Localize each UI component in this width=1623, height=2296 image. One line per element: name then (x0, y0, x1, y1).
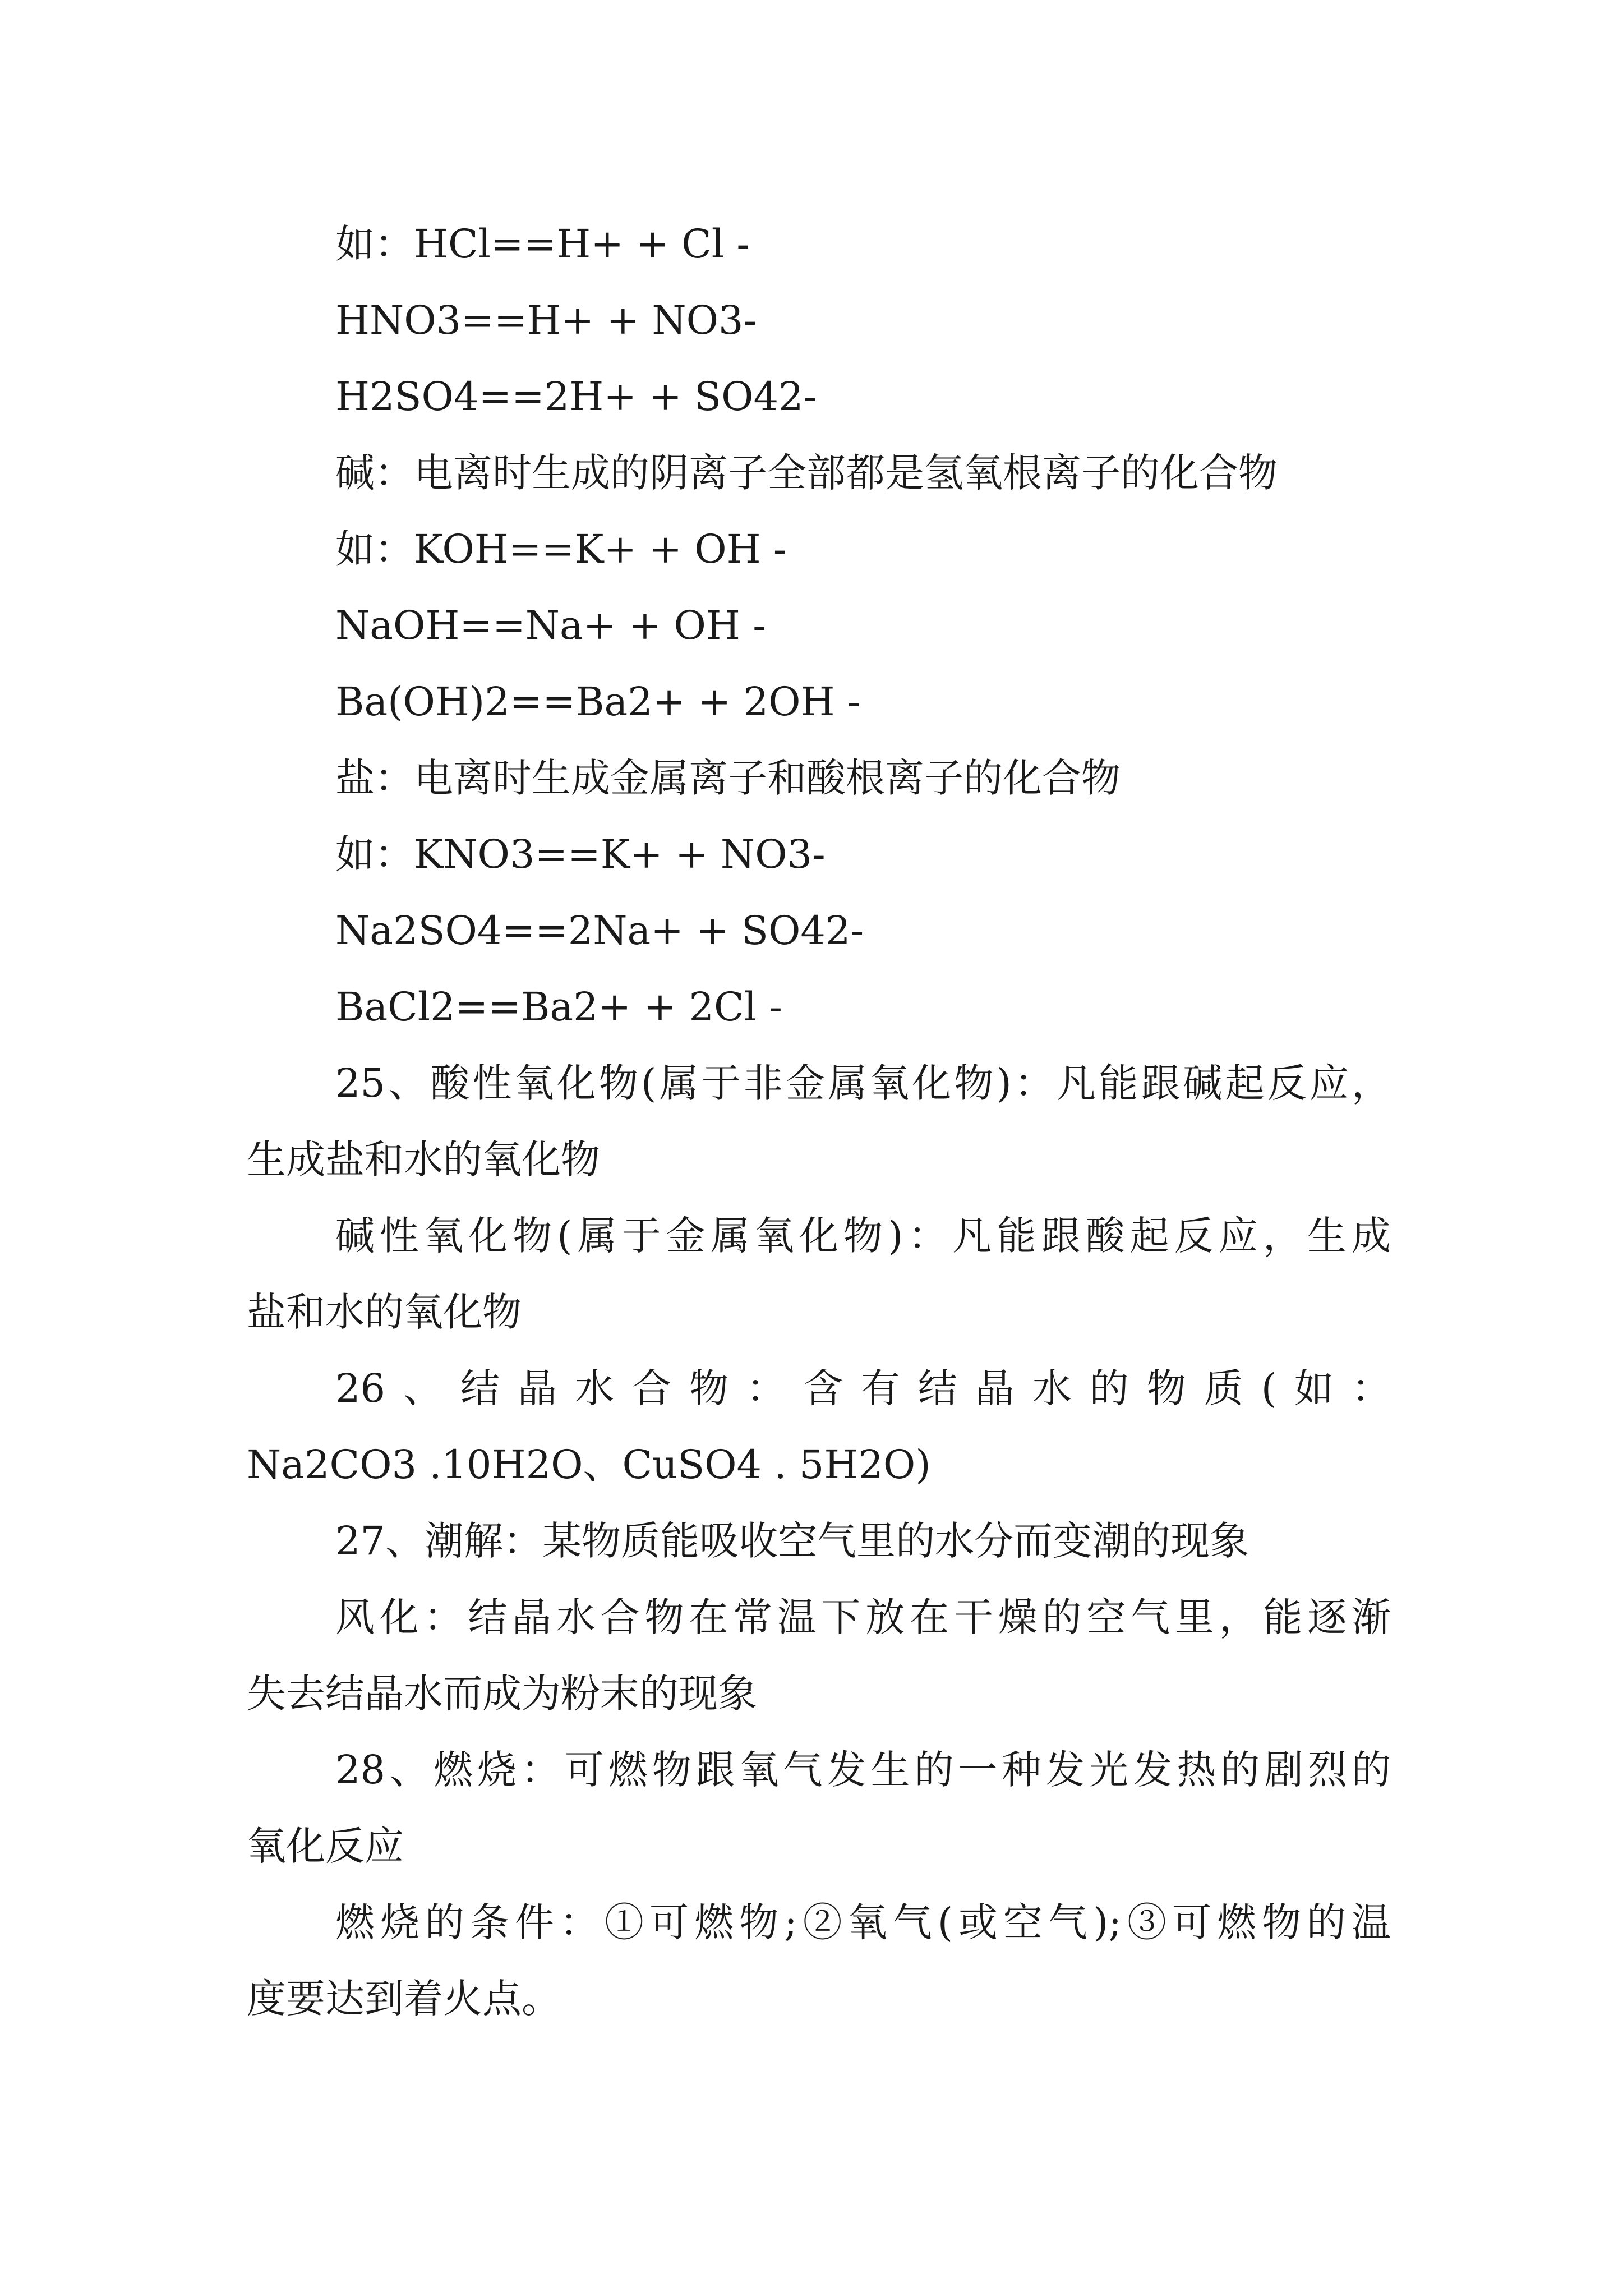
text-line-base-example-naoh: NaOH==Na+ + OH - (335, 602, 766, 648)
text-line-combustion-conditions: 燃烧的条件：①可燃物;②氧气(或空气);③可燃物的温 (335, 1899, 1391, 1945)
text-line-acid-example-h2so4: H2SO4==2H+ + SO42- (335, 374, 817, 420)
text-line-item-28: 28、燃烧：可燃物跟氧气发生的一种发光发热的剧烈的 (335, 1747, 1391, 1793)
text-line-acid-example-hcl: 如：HCl==H+ + Cl - (335, 221, 750, 267)
text-line-base-example-koh: 如：KOH==K+ + OH - (335, 526, 787, 572)
text-line-efflorescence-cont: 失去结晶水而成为粉末的现象 (247, 1671, 757, 1717)
text-line-item-26: 26、结晶水合物：含有结晶水的物质(如： (335, 1365, 1391, 1411)
text-line-item-25-cont: 生成盐和水的氧化物 (247, 1137, 600, 1182)
text-line-item-25: 25、酸性氧化物(属于非金属氧化物)：凡能跟碱起反应， (335, 1060, 1391, 1106)
text-line-salt-example-na2so4: Na2SO4==2Na+ + SO42- (335, 908, 864, 954)
text-line-salt-example-kno3: 如：KNO3==K+ + NO3- (335, 831, 826, 877)
text-line-item-28-cont: 氧化反应 (247, 1823, 404, 1869)
text-line-salt-example-bacl2: BaCl2==Ba2+ + 2Cl - (335, 984, 782, 1030)
text-line-combustion-conditions-cont: 度要达到着火点。 (247, 1976, 561, 2022)
text-line-item-26-cont: Na2CO3 .10H2O、CuSO4 . 5H2O) (247, 1442, 931, 1488)
text-line-salt-definition: 盐：电离时生成金属离子和酸根离子的化合物 (335, 755, 1121, 801)
text-line-efflorescence: 风化：结晶水合物在常温下放在干燥的空气里，能逐渐 (335, 1594, 1391, 1640)
text-line-acid-example-hno3: HNO3==H+ + NO3- (335, 297, 757, 343)
text-line-base-example-baoh2: Ba(OH)2==Ba2+ + 2OH - (335, 679, 861, 725)
text-line-item-27: 27、潮解：某物质能吸收空气里的水分而变潮的现象 (335, 1518, 1249, 1564)
text-line-base-definition: 碱：电离时生成的阴离子全部都是氢氧根离子的化合物 (335, 450, 1278, 496)
text-line-basic-oxide: 碱性氧化物(属于金属氧化物)：凡能跟酸起反应，生成 (335, 1213, 1391, 1259)
text-line-basic-oxide-cont: 盐和水的氧化物 (247, 1289, 522, 1335)
